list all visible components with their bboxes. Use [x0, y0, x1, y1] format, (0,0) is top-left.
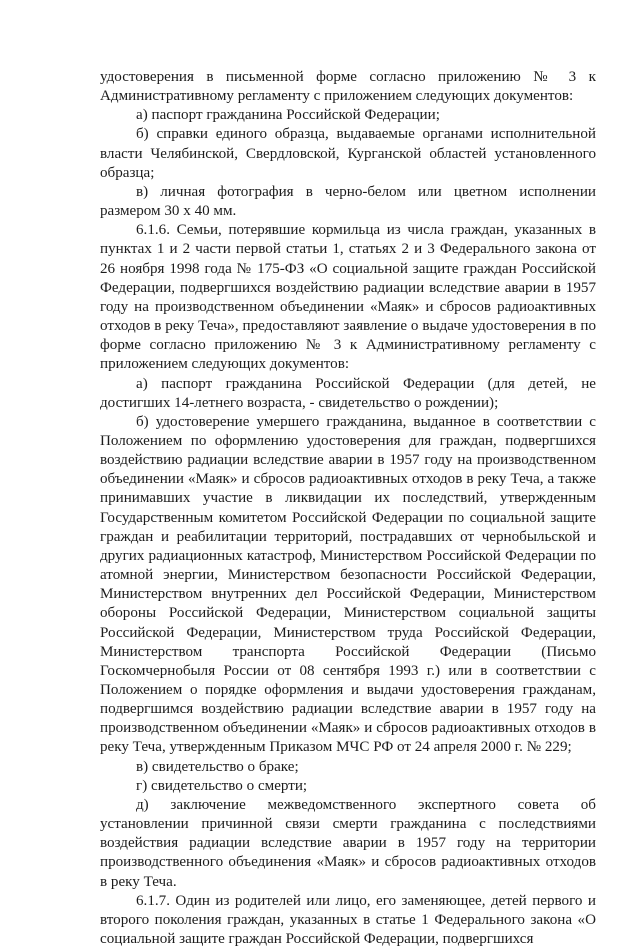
- list-item-marriage-certificate: в) свидетельство о браке;: [136, 758, 299, 775]
- section-6-1-7: 6.1.7. Один из родителей или лицо, его заменяющее, детей первого и второго поколения граждан, указанных в статье 1 Федерального закона «О социальной защите граждан Российской Федерации, подвергшихся: [100, 892, 596, 948]
- list-item-passport-children: а) паспорт гражданина Российской Федерации (для детей, не достигших 14-летнего возраста, - свидетельство о рождении);: [100, 375, 596, 411]
- document-page: [100, 68, 596, 949]
- paragraph-continuation: удостоверения в письменной форме согласно приложению № 3 к Административному регламенту с приложением следующих документов:: [100, 69, 596, 105]
- list-item-photo: в) личная фотография в черно-белом или цветном исполнении размером 30 х 40 мм.: [100, 183, 596, 220]
- list-item-passport: а) паспорт гражданина Российской Федерации;: [136, 107, 440, 124]
- list-item-death-certificate: г) свидетельство о смерти;: [136, 777, 308, 794]
- list-item-deceased-certificate: б) удостоверение умершего гражданина, выданное в соответствии с Положением по оформлению удостоверения для граждан, подвергшихся воздействию радиации вследствие аварии в 1957 году на производственном объединении «Маяк» и сбросов радиоактивных отходов в реку Теча, а также принимавших участие в ликвидации их последствий, утвержденным Государственным комитетом Российской Федерации по социальной защите граждан и реабилитации территорий, пострадавших от чернобыльской и других радиационных катастроф, Министерством Российской Федерации по атомной энергии, Министерством безопасности Российской Федерации, Министерством внутренних дел Российской Федерации, Министерством обороны Российской Федерации, Министерством социальной защиты Российской Федерации, Министерством труда Российской Федерации, Министерством транспорта Российской Федерации (Письмо Госкомчернобыля России от 08 сентября 1993 г.) или в соответствии с Положением о порядке оформления и выдачи удостоверения гражданам, подвергшимся воздействию радиации вследствие аварии в 1957 году на производственном объединении «Маяк» и сбросов радиоактивных отходов в реку Теча, утвержденным Приказом МЧС РФ от 24 апреля 2000 г. № 229;: [100, 413, 596, 756]
- list-item-expert-conclusion: д) заключение межведомственного экспертного совета об установлении причинной связи смерти гражданина с последствиями воздействия радиации вследствие аварии в 1957 году на территории производственного объединения «Маяк» и сбросов радиоактивных отходов в реку Теча.: [100, 796, 596, 890]
- section-6-1-6: 6.1.6. Семьи, потерявшие кормильца из числа граждан, указанных в пунктах 1 и 2 части первой статьи 1, статьях 2 и 3 Федерального закона от 26 ноября 1998 года № 175-ФЗ «О социальной защите граждан Российской Федерации, подвергшихся воздействию радиации вследствие аварии в 1957 году на производственном объединении «Маяк» и сбросов радиоактивных отходов в реку Теча», предоставляют заявление о выдаче удостоверения в по форме согласно приложению № 3 к Административному регламенту с приложением следующих документов:: [100, 222, 596, 373]
- list-item-certificates: б) справки единого образца, выдаваемые органами исполнительной власти Челябинской, Свердловской, Курганской областей установленного образца;: [100, 126, 596, 181]
